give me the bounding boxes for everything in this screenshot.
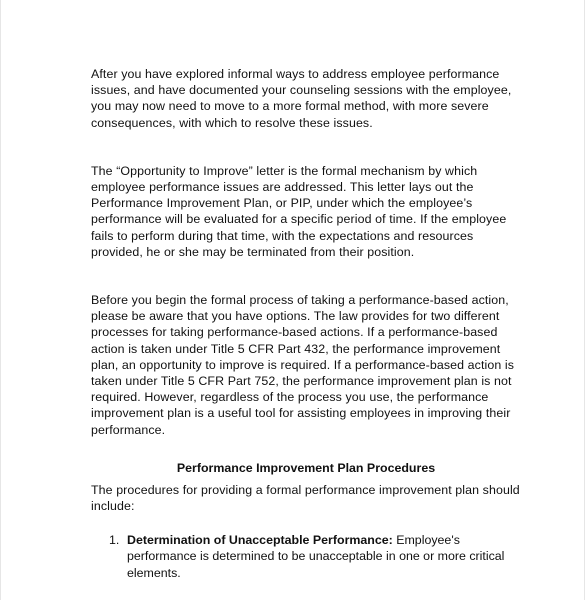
section-intro: The procedures for providing a formal performance improvement plan should include: [91,482,520,514]
list-item-body [127,532,521,581]
document-body [91,66,521,581]
list-item-text: Employee's performance is determined to be unacceptable in one or more critical elements. [127,533,505,580]
paragraph-formal-process: Before you begin the formal process of taking a performance-based action, please be aware that you have options. The law provides for two different processes for taking performance-based actions. If a performance-based action is taken under Title 5 CFR Part 432, the performance improvement plan, an opportunity to improve is required. If a performance-based action is taken under Title 5 CFR Part 752, the performance improvement plan is not required. However, regardless of the process you use, the performance improvement plan is a useful tool for assisting employees in improving their performance. [91,293,515,437]
section-heading: Performance Improvement Plan Procedures [176,460,436,475]
list-item [109,532,521,581]
list-item-term: Determination of Unacceptable Performance: [127,533,393,548]
list-item-number: 1. [109,533,120,548]
paragraph-informal-methods: After you have explored informal ways to address employee performance issues, and have documented your counseling sessions with the employee, you may now need to move to a more formal method, with more severe consequences, with which to resolve these issues. [91,67,512,130]
paragraph-opportunity-letter: The “Opportunity to Improve” letter is the formal mechanism by which employee performance issues are addressed. This letter lays out the Performance Improvement Plan, or PIP, under which the employee’s performance will be evaluated for a specific period of time. If the employee fails to perform during that time, with the expectations and resources provided, he or she may be terminated from their position. [91,163,507,259]
